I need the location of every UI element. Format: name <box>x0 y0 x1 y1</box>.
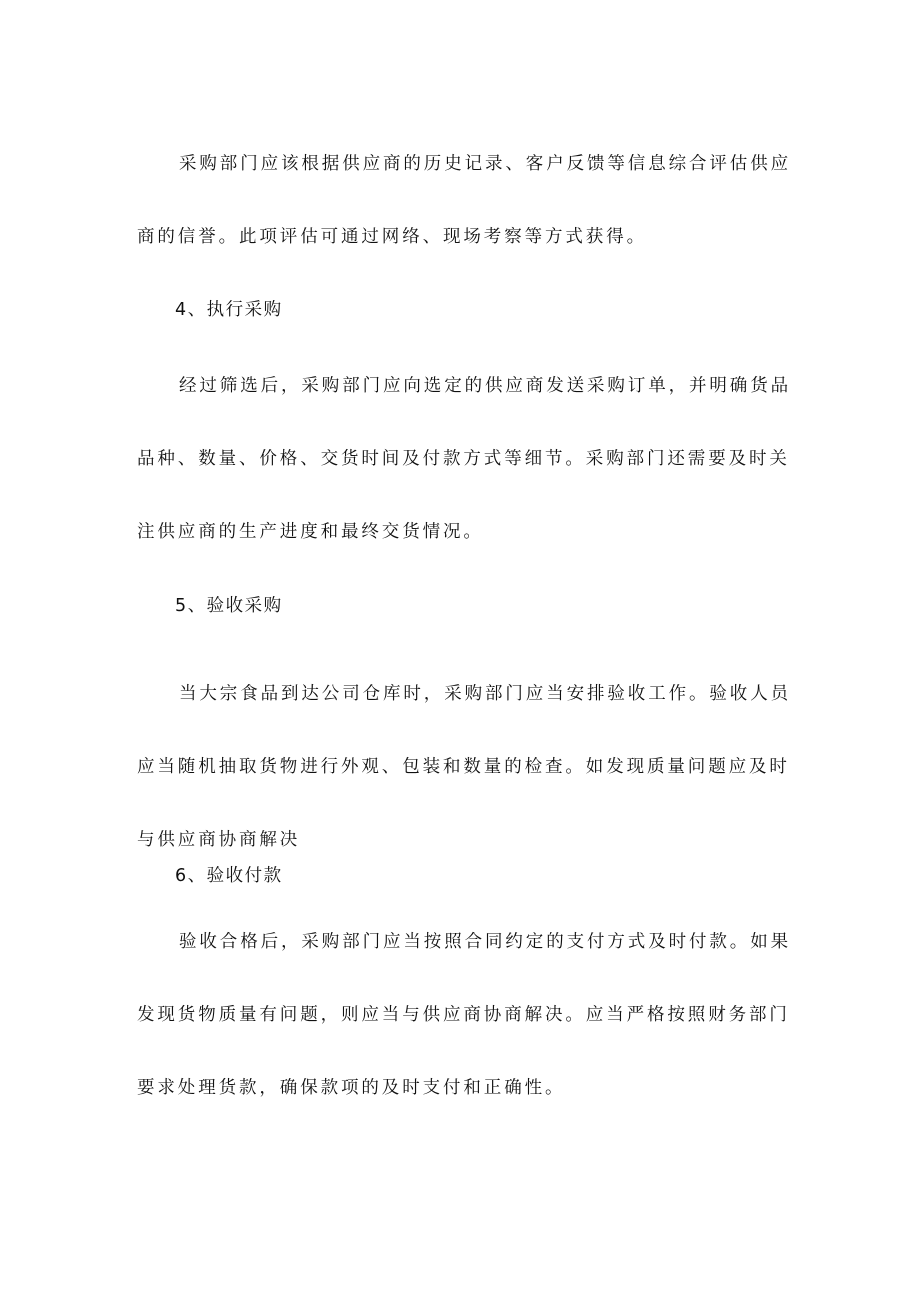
text-line: 与供应商协商解决 <box>137 830 301 850</box>
text-line: 商的信誉。此项评估可通过网络、现场考察等方式获得。 <box>137 227 647 247</box>
text-line: 应当随机抽取货物进行外观、包装和数量的检查。如发现质量问题应及时 <box>137 757 790 777</box>
text-line: 采购部门应该根据供应商的历史记录、客户反馈等信息综合评估供应 <box>179 154 791 174</box>
text-line: 要求处理货款，确保款项的及时支付和正确性。 <box>137 1078 566 1098</box>
text-line: 品种、数量、价格、交货时间及付款方式等细节。采购部门还需要及时关 <box>137 449 790 469</box>
section-heading-execute-purchase: 4、执行采购 <box>175 300 283 320</box>
text-line: 注供应商的生产进度和最终交货情况。 <box>137 522 484 542</box>
section-heading-acceptance-purchase: 5、验收采购 <box>175 596 283 616</box>
text-line: 经过筛选后，采购部门应向选定的供应商发送采购订单，并明确货品 <box>179 376 791 396</box>
section-heading-acceptance-payment: 6、验收付款 <box>175 866 283 886</box>
text-line: 验收合格后，采购部门应当按照合同约定的支付方式及时付款。如果 <box>179 932 791 952</box>
text-line: 发现货物质量有问题，则应当与供应商协商解决。应当严格按照财务部门 <box>137 1005 790 1025</box>
text-line: 当大宗食品到达公司仓库时，采购部门应当安排验收工作。验收人员 <box>179 684 791 704</box>
